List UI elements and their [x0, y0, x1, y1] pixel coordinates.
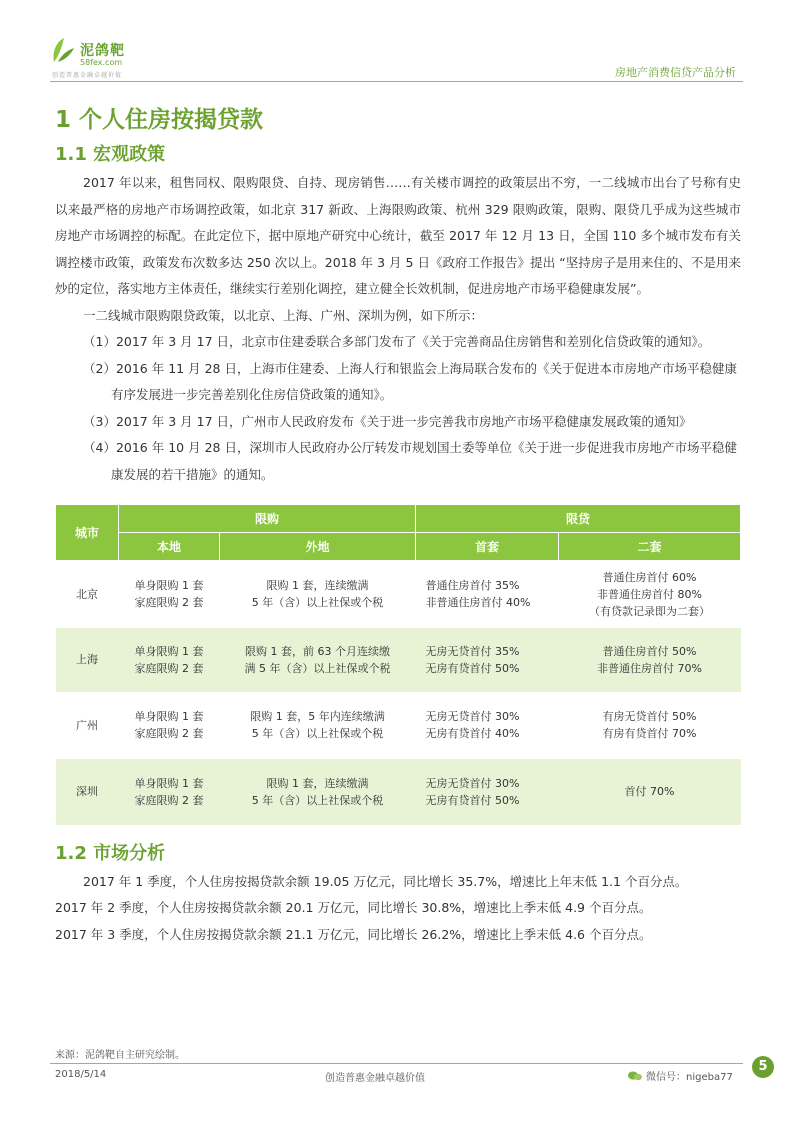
nonlocal-cell: 限购 1 套，5 年内连续缴满 5 年（含）以上社保或个税: [220, 692, 416, 759]
table-header-first: 首套: [416, 533, 559, 561]
market-line: 2017 年 3 季度，个人住房按揭贷款余额 21.1 万亿元，同比增长 26.2%，增速比上季末低 4.6 个百分点。: [55, 926, 652, 942]
table-header-local: 本地: [119, 533, 220, 561]
first-home-cell: 无房无贷首付 35% 无房有贷首付 50%: [416, 628, 559, 692]
logo-slogan: 创造普惠金融卓越价值: [52, 72, 123, 79]
main-content: [55, 100, 741, 948]
logo-domain: 58fex.com: [80, 58, 123, 67]
table-header-city: 城市: [56, 505, 119, 561]
table-row: [56, 561, 741, 628]
wechat-icon: [628, 1071, 642, 1081]
policy-paragraph: 2017 年以来，租售同权、限购限贷、自持、现房销售……有关楼市调控的政策层出不穷，一二线城市出台了号称有史以来最严格的房地产市场调控政策，如北京 317 新政、上海限购政策、杭州 329 限购政策，限购、限贷几乎成为这些城市房地产市场调控的标配。在此定位下，据中原地产研究中心统计，截至 2017 年 12 月 13 日，全国 110 多个城市发布有关调控楼市政策，政策发布次数多达 250 次以上。2018 年 3 月 5 日《政府工作报告》提出 “坚持房子是用来住的、不是用来炒的定位，落实地方主体责任，继续实行差别化调控，建立健全长效机制，促进房地产市场平稳健康发展”。: [55, 175, 741, 296]
second-home-cell: 普通住房首付 60% 非普通住房首付 80% （有贷款记录即为二套）: [559, 561, 741, 628]
policy-item: （3）2017 年 3 月 17 日，广州市人民政府发布《关于进一步完善我市房地产市场平稳健康发展政策的通知》: [83, 413, 692, 429]
footer-date: 2018/5/14: [55, 1069, 107, 1080]
header-divider: [50, 81, 743, 82]
local-cell: 单身限购 1 套 家庭限购 2 套: [119, 628, 220, 692]
first-home-cell: 普通住房首付 35% 非普通住房首付 40%: [416, 561, 559, 628]
logo: [50, 30, 170, 82]
city-cell: 广州: [56, 692, 119, 759]
table-header-second: 二套: [559, 533, 741, 561]
footer-divider: [50, 1063, 743, 1064]
table-header-loan: 限贷: [416, 505, 741, 533]
logo-name: 泥鸽靶: [80, 43, 125, 59]
section-title: 1 个人住房按揭贷款: [55, 107, 264, 133]
market-line: 2017 年 1 季度，个人住房按揭贷款余额 19.05 万亿元，同比增长 35.7%，增速比上年末低 1.1 个百分点。: [83, 873, 688, 889]
nonlocal-cell: 限购 1 套，连续缴满 5 年（含）以上社保或个税: [220, 759, 416, 825]
wechat-id: 微信号：nigeba77: [646, 1072, 733, 1083]
table-row: [56, 628, 741, 692]
policy-item: （2）2016 年 11 月 28 日，上海市住建委、上海人行和银监会上海局联合发布的《关于促进本市房地产市场平稳健康有序发展进一步完善差别化住房信贷政策的通知》。: [83, 360, 737, 402]
second-home-cell: 有房无贷首付 50% 有房有贷首付 70%: [559, 692, 741, 759]
city-cell: 上海: [56, 628, 119, 692]
nonlocal-cell: 限购 1 套，前 63 个月连续缴 满 5 年（含）以上社保或个税: [220, 628, 416, 692]
leaf-logo-icon: [50, 36, 76, 64]
first-home-cell: 无房无贷首付 30% 无房有贷首付 50%: [416, 759, 559, 825]
nonlocal-cell: 限购 1 套，连续缴满 5 年（含）以上社保或个税: [220, 561, 416, 628]
table-header-purchase: 限购: [119, 505, 416, 533]
local-cell: 单身限购 1 套 家庭限购 2 套: [119, 759, 220, 825]
table-row: [56, 692, 741, 759]
city-cell: 深圳: [56, 759, 119, 825]
local-cell: 单身限购 1 套 家庭限购 2 套: [119, 561, 220, 628]
policy-item: （1）2017 年 3 月 17 日，北京市住建委联合多部门发布了《关于完善商品住房销售和差别化信贷政策的通知》。: [83, 334, 711, 349]
city-cell: 北京: [56, 561, 119, 628]
policy-item: （4）2016 年 10 月 28 日，深圳市人民政府办公厅转发市规划国土委等单位《关于进一步促进我市房地产市场平稳健康发展的若干措施》的通知。: [83, 440, 737, 482]
market-line: 2017 年 2 季度，个人住房按揭贷款余额 20.1 万亿元，同比增长 30.8%，增速比上季末低 4.9 个百分点。: [55, 900, 652, 915]
footer-slogan: 创造普惠金融卓越价值: [325, 1073, 425, 1084]
footer-wechat: [628, 1068, 733, 1083]
subsection-title-market: 1.2 市场分析: [55, 842, 166, 864]
local-cell: 单身限购 1 套 家庭限购 2 套: [119, 692, 220, 759]
table-header-nonlocal: 外地: [220, 533, 416, 561]
page-header: [0, 0, 793, 85]
table-row: [56, 759, 741, 825]
first-home-cell: 无房无贷首付 30% 无房有贷首付 40%: [416, 692, 559, 759]
page-number: 5: [752, 1056, 774, 1078]
report-title: 房地产消费信贷产品分析: [615, 66, 736, 79]
source-note: 来源：泥鸽靶自主研究绘制。: [55, 1050, 185, 1061]
subsection-title-policy: 1.1 宏观政策: [55, 144, 166, 165]
second-home-cell: 普通住房首付 50% 非普通住房首付 70%: [559, 628, 741, 692]
policy-intro: 一二线城市限购限贷政策，以北京、上海、广州、深圳为例，如下所示：: [83, 307, 484, 323]
policy-table: [55, 504, 741, 825]
second-home-cell: 首付 70%: [559, 759, 741, 825]
